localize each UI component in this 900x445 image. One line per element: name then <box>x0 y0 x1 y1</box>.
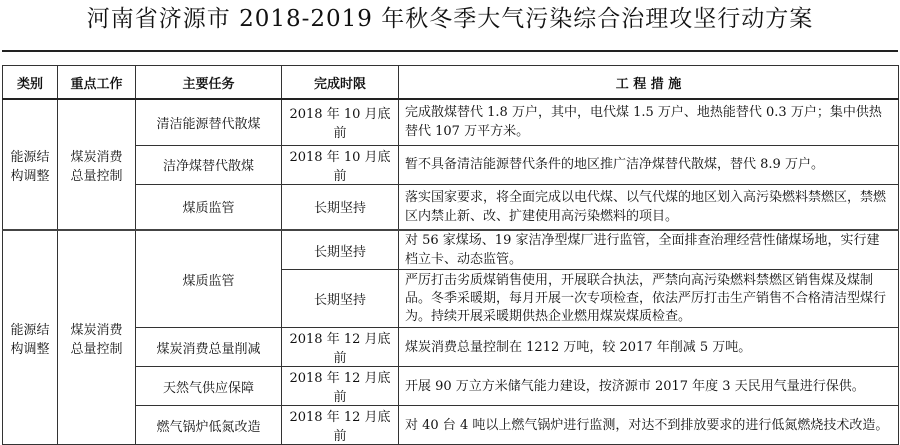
measures-cell: 严厉打击劣质煤销售使用，开展联合执法，严禁向高污染燃料禁燃区销售煤及煤制品。冬季采暖期，每月开展一次专项检查，依法严厉打击生产销售不合格清洁型煤行为。持续开展采暖期供热企业燃用煤炭煤质检查。 <box>399 270 899 328</box>
page-title: 河南省济源市 2018-2019 年秋冬季大气污染综合治理攻坚行动方案 <box>86 6 814 32</box>
deadline-cell: 2018 年 10 月底前 <box>282 145 399 184</box>
measures-cell: 煤炭消费总量控制在 1212 万吨，较 2017 年削减 5 万吨。 <box>399 328 899 367</box>
header-measures: 工 程 措 施 <box>399 66 899 100</box>
task-cell: 煤质监管 <box>136 230 282 328</box>
header-key-work: 重点工作 <box>58 66 136 100</box>
table-row <box>3 99 899 145</box>
measures-cell: 落实国家要求，将全面完成以电代煤、以气代煤的地区划入高污染燃料禁燃区，禁燃区内禁止新、改、扩建使用高污染燃料的项目。 <box>399 184 899 230</box>
measures-cell: 暂不具备清洁能源替代条件的地区推广洁净煤替代散煤，替代 8.9 万户。 <box>399 145 899 184</box>
header-category: 类别 <box>3 66 58 100</box>
measures-cell: 开展 90 万立方米储气能力建设，按济源市 2017 年度 3 天民用气量进行保供。 <box>399 367 899 406</box>
deadline-cell: 2018 年 12 月底前 <box>282 367 399 406</box>
deadline-cell: 长期坚持 <box>282 270 399 328</box>
deadline-cell: 2018 年 10 月底前 <box>282 99 399 145</box>
table-row <box>3 230 899 270</box>
deadline-cell: 长期坚持 <box>282 230 399 270</box>
task-cell: 煤质监管 <box>136 184 282 230</box>
measures-table <box>2 65 899 445</box>
title-divider <box>2 50 898 52</box>
measures-cell: 对 40 台 4 吨以上燃气锅炉进行监测，对达不到排放要求的进行低氮燃烧技术改造。 <box>399 406 899 445</box>
key-work-cell: 煤炭消费 总量控制 <box>58 99 136 230</box>
header-task: 主要任务 <box>136 66 282 100</box>
deadline-cell: 2018 年 12 月底前 <box>282 328 399 367</box>
key-work-cell: 煤炭消费 总量控制 <box>58 230 136 445</box>
table-header-row <box>3 66 899 100</box>
table-row <box>3 184 899 230</box>
deadline-cell: 长期坚持 <box>282 184 399 230</box>
table-row <box>3 367 899 406</box>
task-cell: 煤炭消费总量削减 <box>136 328 282 367</box>
measures-cell: 完成散煤替代 1.8 万户，其中，电代煤 1.5 万户、地热能替代 0.3 万户；集中供热替代 107 万平方米。 <box>399 99 899 145</box>
category-cell: 能源结 构调整 <box>3 230 58 445</box>
category-cell: 能源结 构调整 <box>3 99 58 230</box>
table-row <box>3 145 899 184</box>
task-cell: 洁净煤替代散煤 <box>136 145 282 184</box>
table-row <box>3 406 899 445</box>
table-row <box>3 328 899 367</box>
deadline-cell: 2018 年 12 月底前 <box>282 406 399 445</box>
header-deadline: 完成时限 <box>282 66 399 100</box>
task-cell: 清洁能源替代散煤 <box>136 99 282 145</box>
task-cell: 天然气供应保障 <box>136 367 282 406</box>
task-cell: 燃气锅炉低氮改造 <box>136 406 282 445</box>
measures-cell: 对 56 家煤场、19 家洁净型煤厂进行监管，全面排查治理经营性储煤场地，实行建档立卡、动态监管。 <box>399 230 899 270</box>
